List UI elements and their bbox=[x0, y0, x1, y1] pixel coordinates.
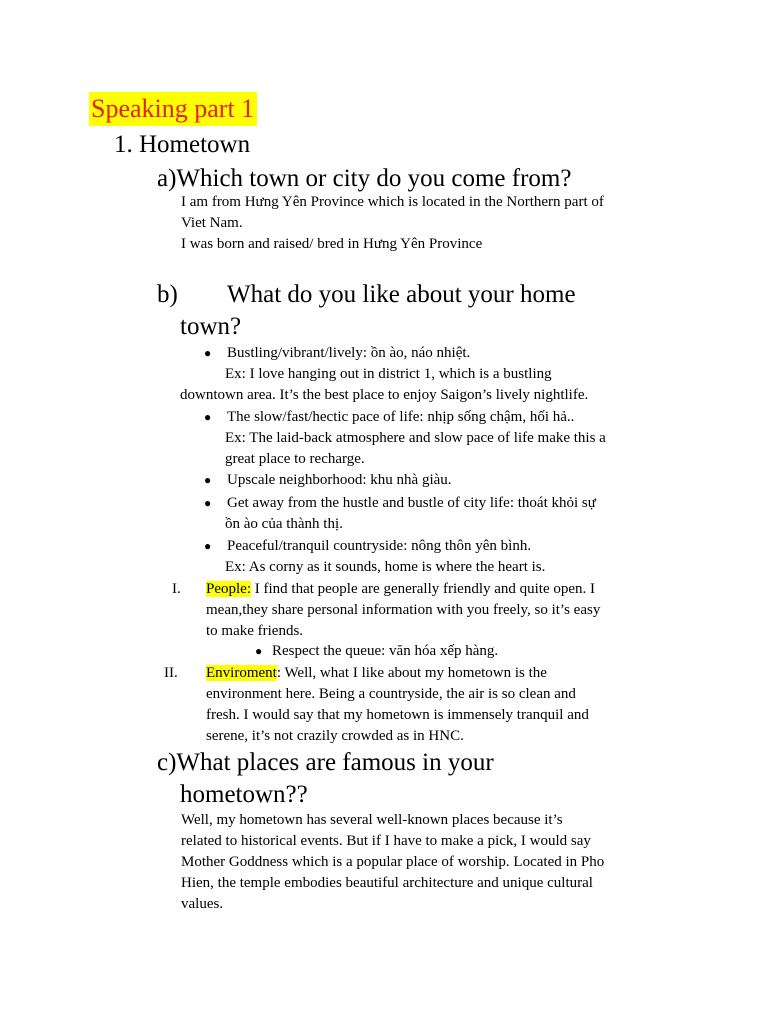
bullet-text: ồn ào của thành thị. bbox=[225, 516, 343, 532]
example-text: great place to recharge. bbox=[225, 451, 365, 467]
bullet-text: The slow/fast/hectic pace of life: nhịp sống chậm, hối hả.. bbox=[227, 409, 575, 425]
answer-c-line: Hien, the temple embodies beautiful architecture and unique cultural bbox=[181, 875, 593, 891]
sub-bullet-text: Respect the queue: văn hóa xếp hàng. bbox=[272, 643, 499, 659]
question-b-label: b) bbox=[157, 281, 178, 308]
example-text: downtown area. It’s the best place to enjoy Saigon’s lively nightlife. bbox=[180, 387, 589, 403]
roman-item-text: environment here. Being a countryside, the air is so clean and bbox=[206, 686, 576, 702]
answer-c-line: values. bbox=[181, 896, 224, 912]
bullet-text: Peaceful/tranquil countryside: nông thôn yên bình. bbox=[227, 538, 532, 554]
roman-item-text: to make friends. bbox=[206, 623, 304, 639]
example-text: Ex: As corny as it sounds, home is where the heart is. bbox=[225, 559, 546, 575]
bullet-icon: ● bbox=[204, 346, 212, 360]
highlighted-label: People: bbox=[206, 581, 251, 597]
bullet-icon: ● bbox=[204, 539, 212, 553]
bullet-icon: ● bbox=[255, 644, 263, 658]
answer-a-line: I am from Hưng Yên Province which is located in the Northern part of bbox=[181, 194, 604, 210]
roman-item-text: serene, it’s not crazily crowded as in HNC. bbox=[206, 728, 464, 744]
bullet-text: Bustling/vibrant/lively: ồn ào, náo nhiệt. bbox=[227, 345, 471, 361]
roman-item-people bbox=[206, 579, 595, 600]
question-a: a)Which town or city do you come from? bbox=[157, 165, 572, 192]
question-c: c)What places are famous in your bbox=[157, 749, 494, 776]
answer-a-line: Viet Nam. bbox=[181, 215, 243, 231]
roman-item-environment bbox=[206, 663, 547, 684]
question-b: What do you like about your home bbox=[227, 281, 576, 308]
roman-item-text: : Well, what I like about my hometown is the bbox=[276, 665, 547, 681]
document-title: Speaking part 1 bbox=[89, 92, 257, 126]
roman-item-text: mean,they share personal information with you freely, so it’s easy bbox=[206, 602, 601, 618]
answer-a-line: I was born and raised/ bred in Hưng Yên Province bbox=[181, 236, 483, 252]
bullet-icon: ● bbox=[204, 473, 212, 487]
example-text: Ex: The laid-back atmosphere and slow pace of life make this a bbox=[225, 430, 606, 446]
roman-item-text: fresh. I would say that my hometown is immensely tranquil and bbox=[206, 707, 589, 723]
bullet-text: Get away from the hustle and bustle of city life: thoát khỏi sự bbox=[227, 495, 596, 511]
bullet-text: Upscale neighborhood: khu nhà giàu. bbox=[227, 472, 452, 488]
section-heading: 1. Hometown bbox=[114, 131, 251, 158]
answer-c-line: Well, my hometown has several well-known places because it’s bbox=[181, 812, 563, 828]
answer-c-line: related to historical events. But if I have to make a pick, I would say bbox=[181, 833, 591, 849]
bullet-icon: ● bbox=[204, 410, 212, 424]
question-c-cont: hometown?? bbox=[180, 781, 308, 808]
roman-item-text: I find that people are generally friendly and quite open. I bbox=[251, 581, 596, 597]
example-text: Ex: I love hanging out in district 1, which is a bustling bbox=[225, 366, 552, 382]
bullet-icon: ● bbox=[204, 496, 212, 510]
highlighted-label: Enviroment bbox=[206, 665, 277, 681]
roman-numeral: I. bbox=[172, 581, 181, 597]
question-b-cont: town? bbox=[180, 313, 242, 340]
answer-c-line: Mother Goddness which is a popular place of worship. Located in Pho bbox=[181, 854, 605, 870]
roman-numeral: II. bbox=[164, 665, 178, 681]
